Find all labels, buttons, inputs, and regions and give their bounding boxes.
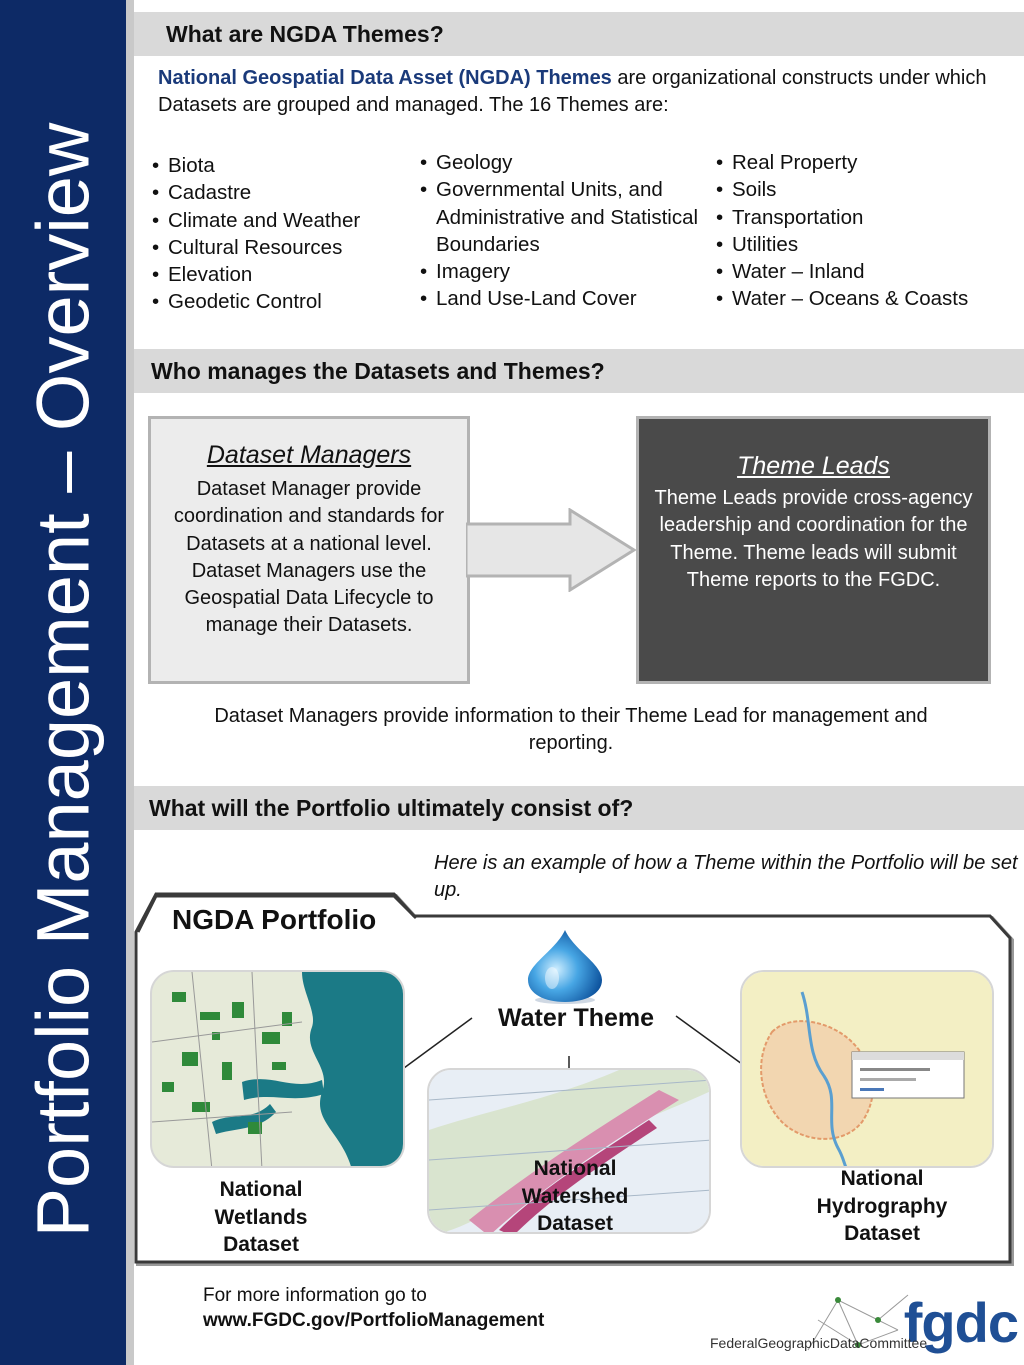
more-info — [203, 1283, 544, 1333]
theme-item: • Cultural Resources — [150, 234, 405, 261]
dataset-managers-text: Dataset Manager provide coordination and standards for Datasets at a national level. Dataset Managers use the Geospatial Data Lifecycle to manage their Datasets. — [173, 478, 445, 637]
fgdc-wordmark: fgdc — [903, 1291, 1018, 1354]
theme-item: • Utilities — [714, 231, 1014, 258]
theme-leads-text: Theme Leads provide cross-agency leadership and coordination for the Theme. Theme leads will submit Theme reports to the FGDC. — [654, 487, 973, 591]
theme-item: • Land Use-Land Cover — [418, 285, 700, 312]
example-text: Here is an example of how a Theme within the Portfolio will be set up. — [434, 852, 1018, 901]
theme-item: • Biota — [150, 152, 405, 179]
hydrography-map-image — [740, 970, 994, 1168]
more-info-link[interactable]: www.FGDC.gov/PortfolioManagement — [203, 1310, 545, 1331]
theme-item: • Cadastre — [150, 179, 405, 206]
watershed-dataset-label: National Watershed Dataset — [521, 1157, 629, 1235]
theme-item: • Governmental Units, and Administrative and Statistical Boundaries — [418, 176, 700, 258]
fgdc-logo — [708, 1290, 1024, 1365]
intro-rest: are organizational constructs under which Datasets are grouped and managed. The 16 Themes are: — [158, 67, 987, 116]
sidebar-title: Portfolio Management – Overview — [21, 122, 105, 1238]
theme-item: • Real Property — [714, 149, 1014, 176]
section-heading: What are NGDA Themes? — [166, 21, 444, 47]
theme-leads-title: Theme Leads — [737, 452, 890, 480]
portfolio-label: NGDA Portfolio — [172, 904, 377, 935]
intro-highlight: National Geospatial Data Asset (NGDA) Themes — [158, 67, 612, 89]
managers-caption: Dataset Managers provide information to their Theme Lead for management and reporting. — [214, 705, 928, 754]
theme-item: • Climate and Weather — [150, 207, 405, 234]
more-info-text: For more information go to — [203, 1285, 427, 1306]
theme-item: • Water – Oceans & Coasts — [714, 285, 1014, 312]
hydrography-dataset-label: National Hydrography Dataset — [816, 1167, 948, 1245]
theme-item: • Imagery — [418, 258, 700, 285]
section-heading: What will the Portfolio ultimately consist of? — [149, 795, 634, 821]
theme-item: • Elevation — [150, 261, 405, 288]
wetlands-map-image — [150, 970, 405, 1168]
theme-item: • Geology — [418, 149, 700, 176]
theme-item: • Water – Inland — [714, 258, 1014, 285]
theme-item: • Geodetic Control — [150, 288, 405, 315]
wetlands-dataset-label: National Wetlands Dataset — [214, 1178, 308, 1256]
theme-item: • Transportation — [714, 204, 1014, 231]
theme-item: • Soils — [714, 176, 1014, 203]
fgdc-subtitle: FederalGeographicDataCommittee — [710, 1335, 928, 1351]
dataset-managers-title: Dataset Managers — [206, 441, 412, 469]
section-heading: Who manages the Datasets and Themes? — [151, 358, 605, 384]
water-theme-label: Water Theme — [497, 1004, 655, 1032]
